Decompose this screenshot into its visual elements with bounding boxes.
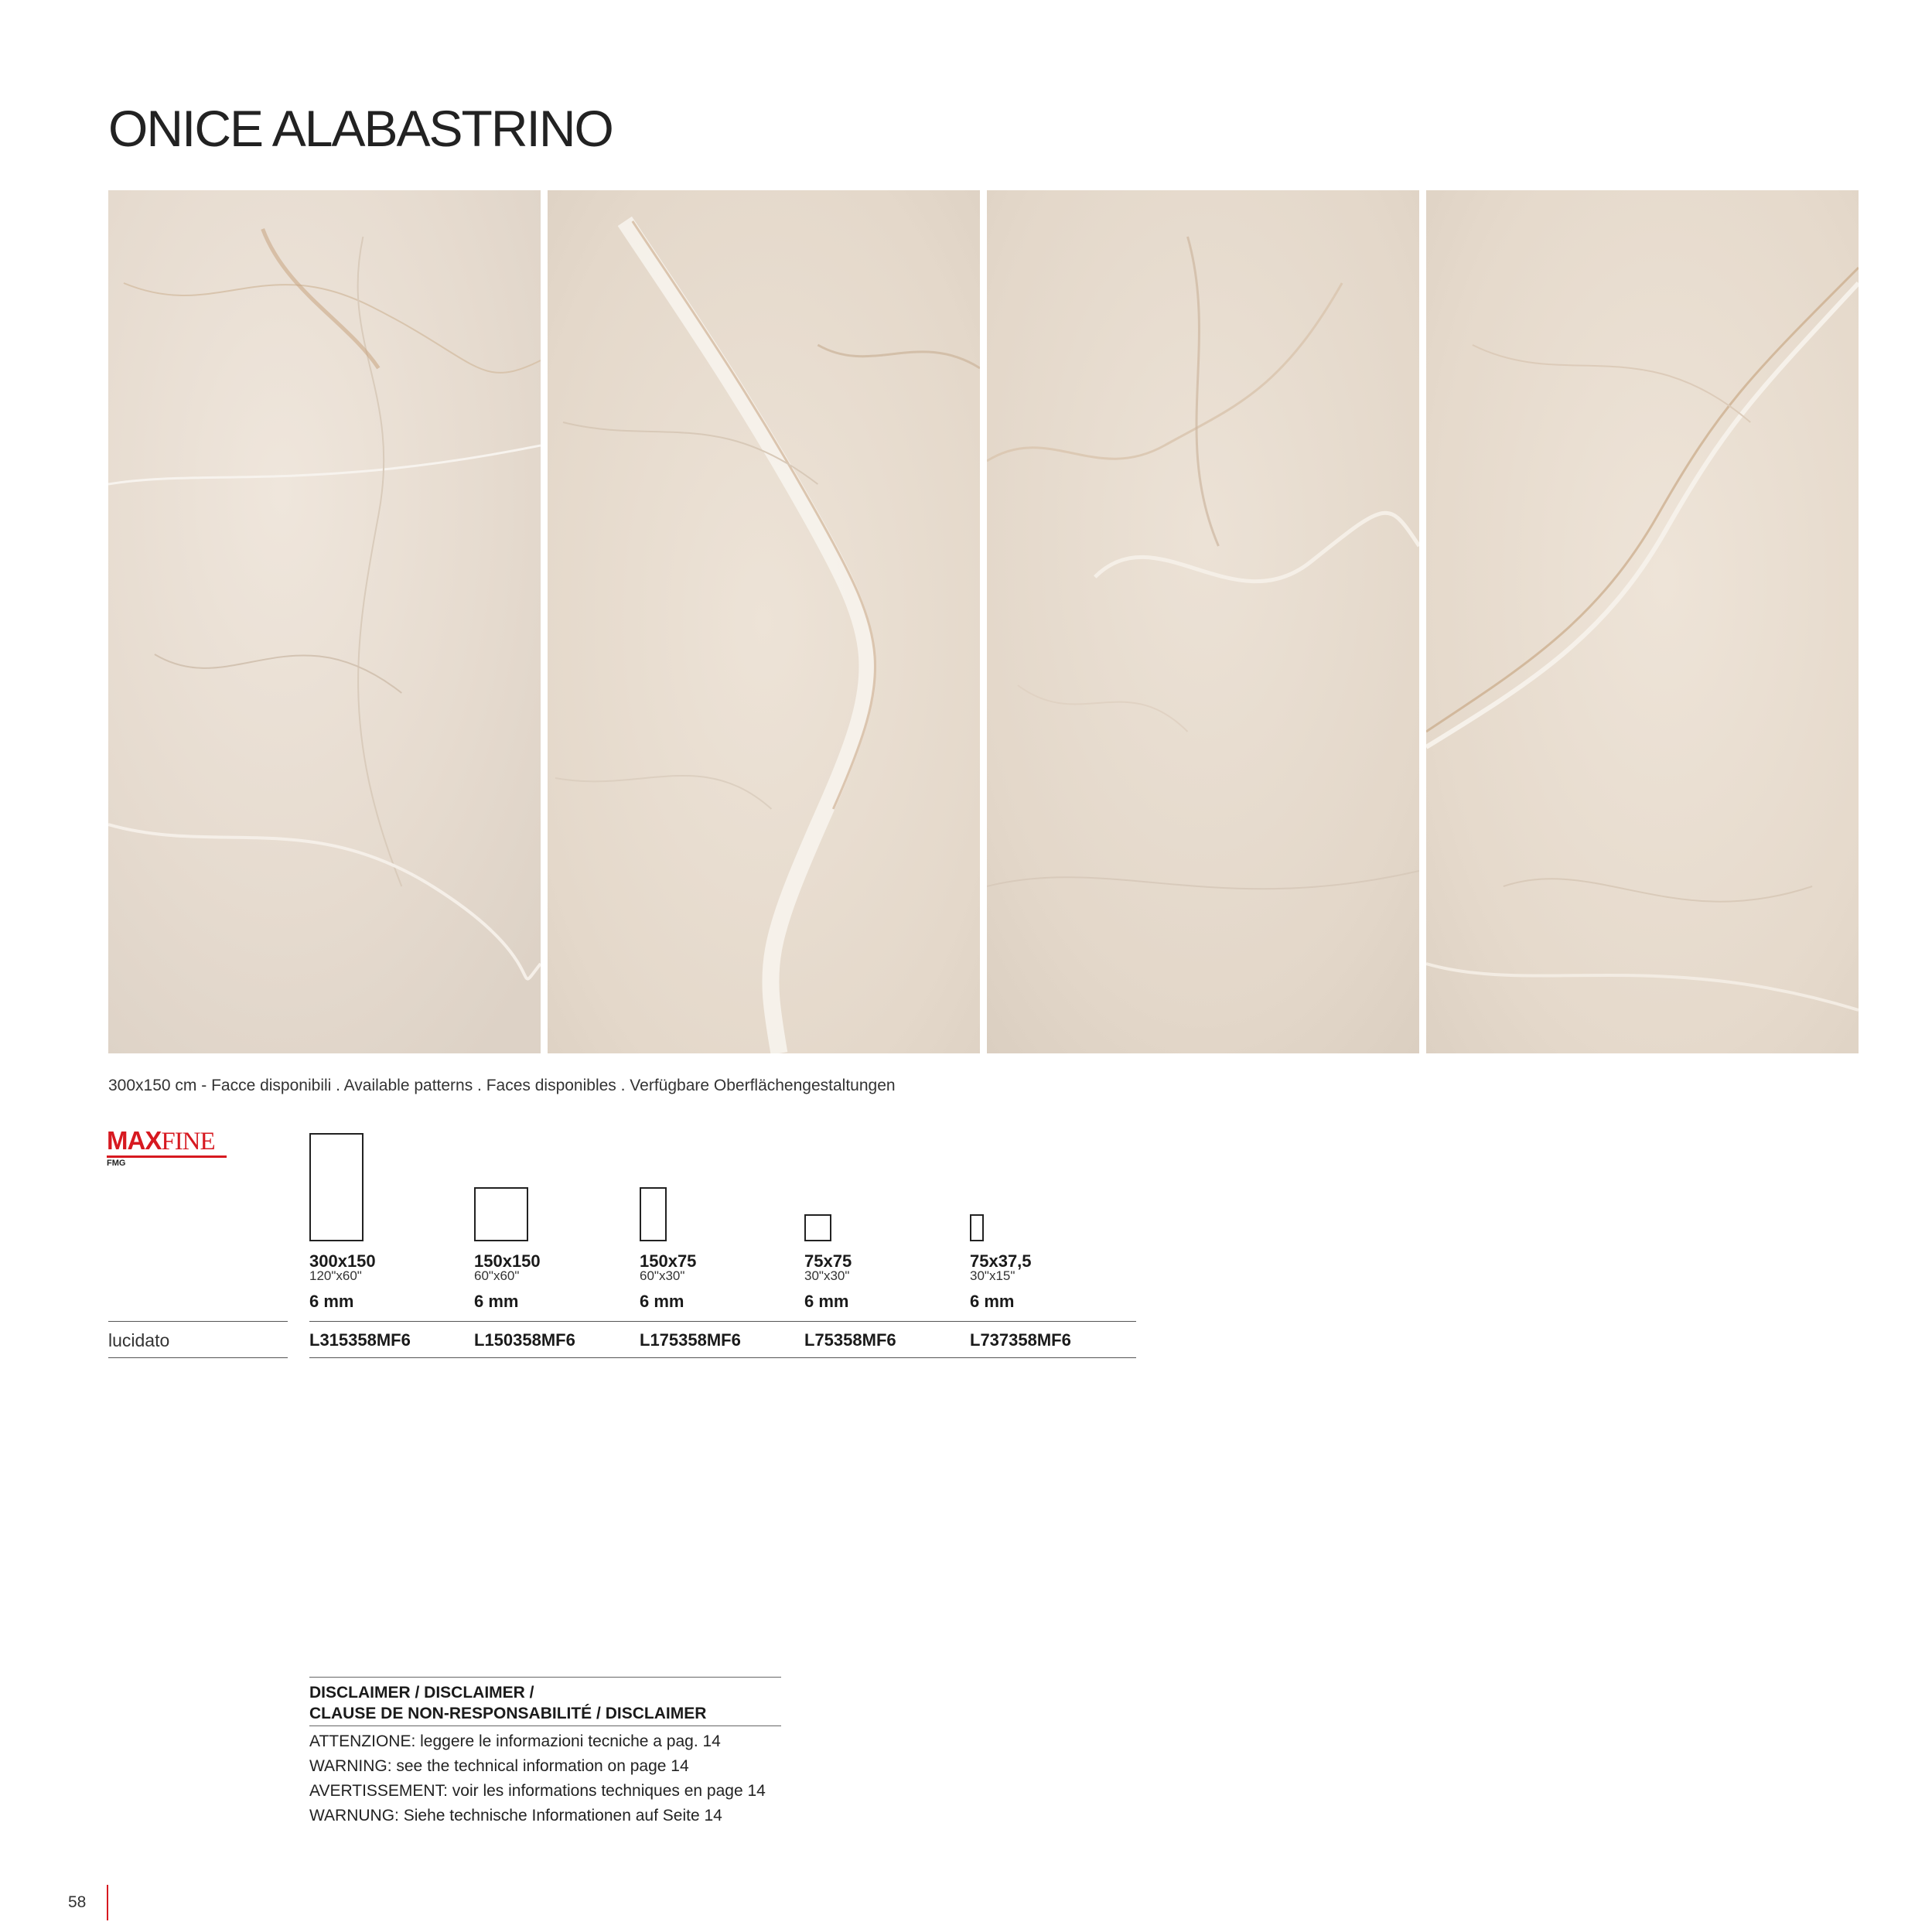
table-rule-bottom <box>309 1357 1136 1358</box>
disclaimer-heading-line1: DISCLAIMER / DISCLAIMER / <box>309 1684 534 1702</box>
table-rule-top <box>309 1321 1136 1322</box>
disclaimer-block <box>309 1677 781 1828</box>
marble-slab-2 <box>548 190 980 1053</box>
size-thickness: 6 mm <box>309 1292 354 1311</box>
size-name: 150x75 <box>640 1251 697 1271</box>
size-150x150-icon <box>474 1187 528 1241</box>
maxfine-logo <box>107 1128 227 1168</box>
size-name: 75x37,5 <box>970 1251 1032 1271</box>
disclaimer-body <box>309 1726 781 1828</box>
size-name: 75x75 <box>804 1251 852 1271</box>
product-code: L315358MF6 <box>309 1330 411 1350</box>
size-name: 150x150 <box>474 1251 541 1271</box>
size-inch: 30"x30" <box>804 1268 850 1283</box>
disclaimer-line-en: WARNING: see the technical information on page 14 <box>309 1757 689 1775</box>
size-thickness: 6 mm <box>640 1292 684 1311</box>
size-name: 300x150 <box>309 1251 376 1271</box>
finish-label: lucidato <box>108 1330 170 1350</box>
disclaimer-line-fr: AVERTISSEMENT: voir les informations techniques en page 14 <box>309 1782 766 1800</box>
size-75x37-5-icon <box>970 1214 984 1241</box>
size-thickness: 6 mm <box>804 1292 849 1311</box>
table-rule-label-bottom <box>108 1357 288 1358</box>
size-column-300x150 <box>309 1129 464 1315</box>
size-inch: 30"x15" <box>970 1268 1015 1283</box>
marble-slab-gallery <box>108 190 1859 1053</box>
marble-slab-1 <box>108 190 541 1053</box>
size-150x75-icon <box>640 1187 667 1241</box>
size-column-75x37-5 <box>970 1129 1125 1315</box>
disclaimer-heading-line2: CLAUSE DE NON-RESPONSABILITÉ / DISCLAIMER <box>309 1705 707 1722</box>
size-column-75x75 <box>804 1129 959 1315</box>
size-inch: 120"x60" <box>309 1268 362 1283</box>
size-thickness: 6 mm <box>474 1292 519 1311</box>
size-inch: 60"x60" <box>474 1268 520 1283</box>
product-code: L175358MF6 <box>640 1330 741 1350</box>
logo-rule <box>107 1155 227 1158</box>
page-title: ONICE ALABASTRINO <box>108 100 613 157</box>
size-75x75-icon <box>804 1214 831 1241</box>
product-code: L737358MF6 <box>970 1330 1071 1350</box>
product-code: L75358MF6 <box>804 1330 896 1350</box>
patterns-caption: 300x150 cm - Facce disponibili . Available patterns . Faces disponibles . Verfügbare Oberflächengestaltungen <box>108 1077 896 1094</box>
disclaimer-line-it: ATTENZIONE: leggere le informazioni tecniche a pag. 14 <box>309 1732 721 1750</box>
disclaimer-heading <box>309 1678 781 1725</box>
table-rule-label-top <box>108 1321 288 1322</box>
product-code: L150358MF6 <box>474 1330 575 1350</box>
size-thickness: 6 mm <box>970 1292 1015 1311</box>
disclaimer-line-de: WARNUNG: Siehe technische Informationen auf Seite 14 <box>309 1807 722 1824</box>
page-number-bar <box>107 1885 108 1920</box>
marble-slab-3 <box>987 190 1419 1053</box>
size-inch: 60"x30" <box>640 1268 685 1283</box>
logo-max: MAX <box>107 1126 162 1155</box>
size-300x150-icon <box>309 1133 364 1241</box>
marble-slab-4 <box>1426 190 1859 1053</box>
size-column-150x75 <box>640 1129 794 1315</box>
logo-fmg: FMG <box>107 1159 126 1168</box>
size-column-150x150 <box>474 1129 629 1315</box>
page-number: 58 <box>68 1893 87 1911</box>
logo-fine: FINE <box>161 1128 215 1155</box>
